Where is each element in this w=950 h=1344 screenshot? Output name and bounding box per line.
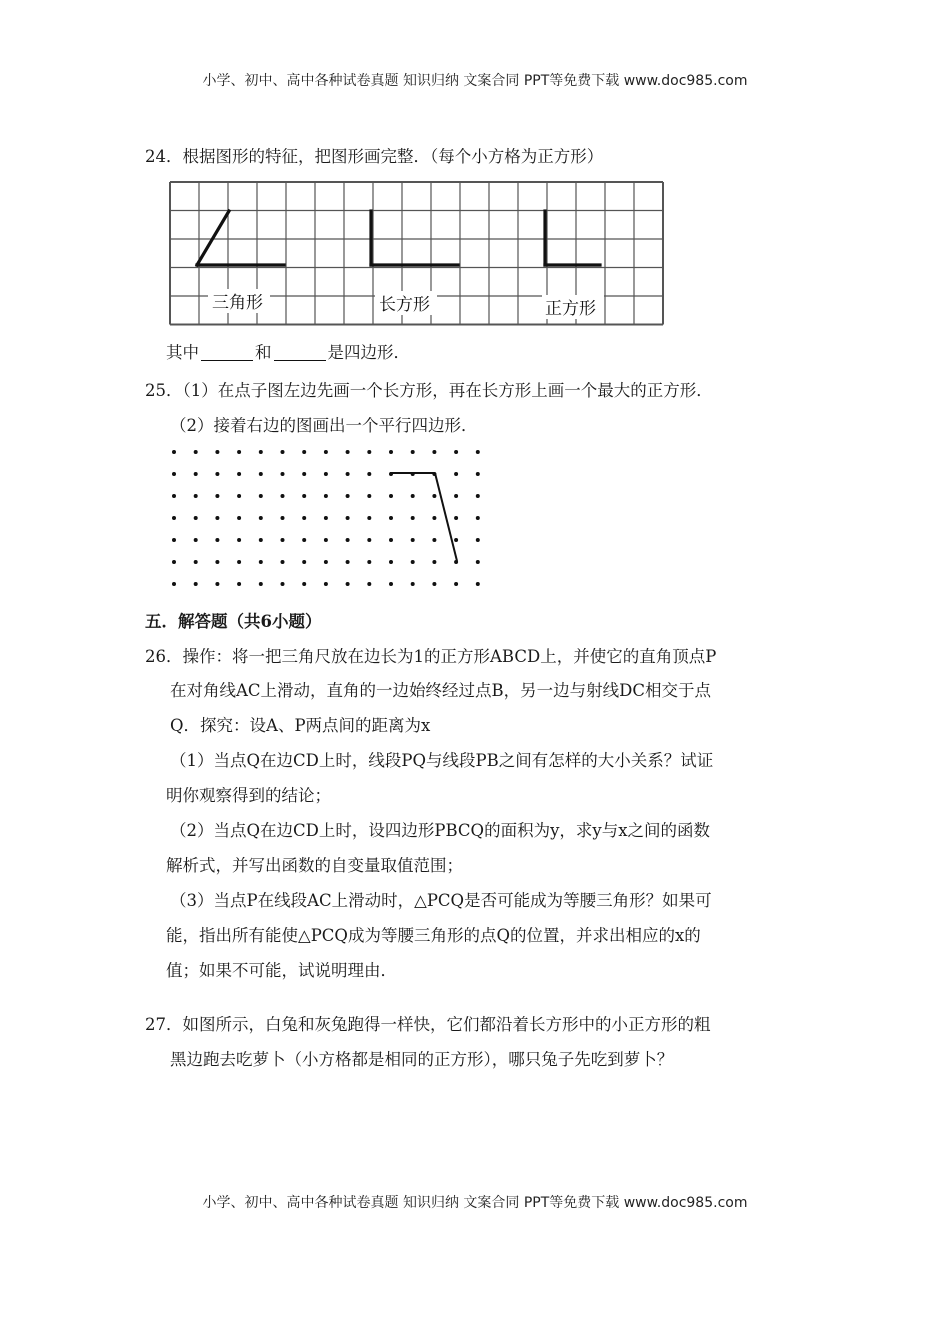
answer-blank-2[interactable] <box>274 344 326 361</box>
parallelogram-side-segment <box>435 473 457 561</box>
section-5-title: 五．解答题（共6小题） <box>145 612 322 631</box>
q26-line: 26．操作：将一把三角尺放在边长为1的正方形ABCD上，并使它的直角顶点P <box>145 647 717 666</box>
q24-fill-in <box>166 342 410 364</box>
q26-line: （1）当点Q在边CD上时，线段PQ与线段PB之间有怎样的大小关系？试证 <box>170 751 714 770</box>
fill-suffix: 是四边形． <box>327 343 410 362</box>
label-square: 正方形 <box>545 299 596 319</box>
answer-blank-1[interactable] <box>201 344 253 361</box>
q26-line: Q．探究：设A、P两点间的距离为x <box>170 716 431 735</box>
q26-line: 能，指出所有能使△PCQ成为等腰三角形的点Q的位置，并求出相应的x的 <box>166 926 701 945</box>
q26-line: （3）当点P在线段AC上滑动时，△PCQ是否可能成为等腰三角形？如果可 <box>170 891 712 910</box>
page-header: 小学、初中、高中各种试卷真题 知识归纳 文案合同 PPT等免费下载 www.doc985.com <box>202 73 748 89</box>
q25-line-2: （2）接着右边的图画出一个平行四边形． <box>170 416 478 435</box>
q24-title: 24．根据图形的特征，把图形画完整．（每个小方格为正方形） <box>145 147 604 166</box>
q26-line: 解析式，并写出函数的自变量取值范围； <box>166 856 463 875</box>
q25-line-1: 25．（1）在点子图左边先画一个长方形，再在长方形上画一个最大的正方形． <box>145 381 713 400</box>
triangle-slant-segment <box>197 211 229 265</box>
q26-line: 明你观察得到的结论； <box>166 786 331 805</box>
fill-prefix: 其中 <box>166 343 199 362</box>
q27-line: 黑边跑去吃萝卜（小方格都是相同的正方形），哪只兔子先吃到萝卜？ <box>170 1050 674 1069</box>
label-rectangle: 长方形 <box>379 295 430 315</box>
q24-grid-figure <box>160 176 665 328</box>
q26-line: 值；如果不可能，试说明理由． <box>166 961 397 980</box>
fill-mid: 和 <box>255 343 272 362</box>
page-footer: 小学、初中、高中各种试卷真题 知识归纳 文案合同 PPT等免费下载 www.doc985.com <box>202 1195 748 1211</box>
q26-line: （2）当点Q在边CD上时，设四边形PBCQ的面积为y，求y与x之间的函数 <box>170 821 711 840</box>
label-triangle: 三角形 <box>212 293 263 313</box>
q25-dot-grid <box>160 440 500 600</box>
q26-line: 在对角线AC上滑动，直角的一边始终经过点B，另一边与射线DC相交于点 <box>170 681 712 700</box>
q27-line: 27．如图所示，白兔和灰兔跑得一样快，它们都沿着长方形中的小正方形的粗 <box>145 1015 711 1034</box>
